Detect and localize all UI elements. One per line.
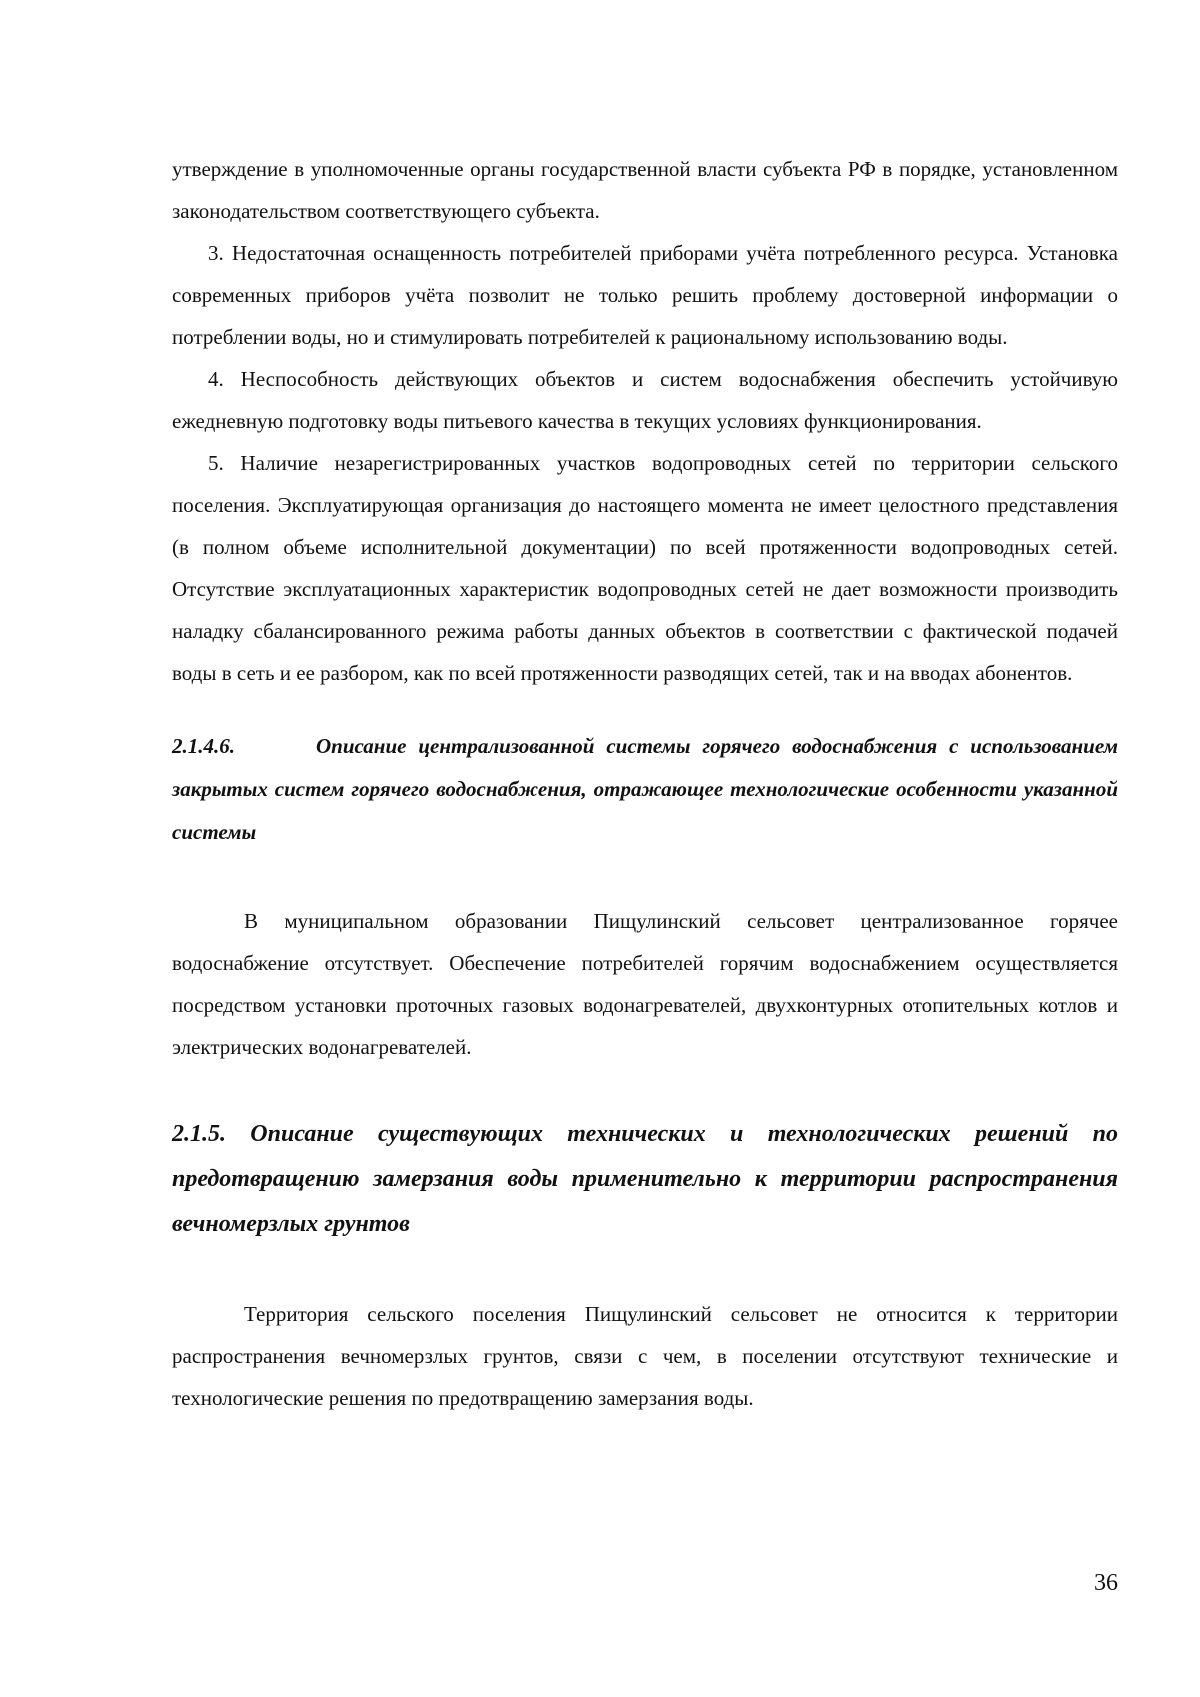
- page-content: [172, 148, 1118, 1419]
- spacer: [172, 1247, 1118, 1293]
- section-heading-2-1-5: 2.1.5. Описание существующих технических и технологических решений по предотвращению замерзания воды применительно к территории распространения вечномерзлых грунтов: [172, 1121, 1118, 1237]
- spacer: [172, 1068, 1118, 1112]
- spacer: [172, 694, 1118, 725]
- page-number: 36: [1094, 1570, 1118, 1596]
- paragraph-item-5: 5. Наличие незарегистрированных участков водопроводных сетей по территории сельского поселения. Эксплуатирующая организация до настоящего момента не имеет целостного представления (в полном объеме исполнительной документации) по всей протяженности водопроводных сетей. Отсутствие эксплуатационных характеристик водопроводных сетей не дает возможности производить наладку сбалансированного режима работы данных объектов в соответствии с фактической подачей воды в сеть и ее разбором, как по всей протяженности разводящих сетей, так и на вводах абонентов.: [172, 451, 1118, 685]
- paragraph-item-3: 3. Недостаточная оснащенность потребителей приборами учёта потребленного ресурса. Установка современных приборов учёта позволит не только решить проблему достоверной информации о потреблении воды, но и стимулировать потребителей к рациональному использованию воды.: [172, 241, 1118, 349]
- paragraph-item-4: 4. Неспособность действующих объектов и систем водоснабжения обеспечить устойчивую ежедневную подготовку воды питьевого качества в текущих условиях функционирования.: [172, 367, 1118, 433]
- section-body-2-1-5: Территория сельского поселения Пищулинский сельсовет не относится к территории распространения вечномерзлых грунтов, связи с чем, в поселении отсутствуют технические и технологические решения по предотвращению замерзания воды.: [172, 1302, 1118, 1410]
- spacer: [172, 854, 1118, 900]
- section-title: Описание централизованной системы горячего водоснабжения с использованием закрытых систем горячего водоснабжения, отражающее технологические особенности указанной системы: [172, 734, 1118, 844]
- section-number: 2.1.4.6.: [172, 734, 235, 758]
- paragraph-continuation: утверждение в уполномоченные органы государственной власти субъекта РФ в порядке, установленном законодательством соответствующего субъекта.: [172, 157, 1118, 223]
- section-body-2-1-4-6: В муниципальном образовании Пищулинский сельсовет централизованное горячее водоснабжение отсутствует. Обеспечение потребителей горячим водоснабжением осуществляется посредством установки проточных газовых водонагревателей, двухконтурных отопительных котлов и электрических водонагревателей.: [172, 909, 1118, 1059]
- section-heading-2-1-4-6: [172, 725, 1118, 854]
